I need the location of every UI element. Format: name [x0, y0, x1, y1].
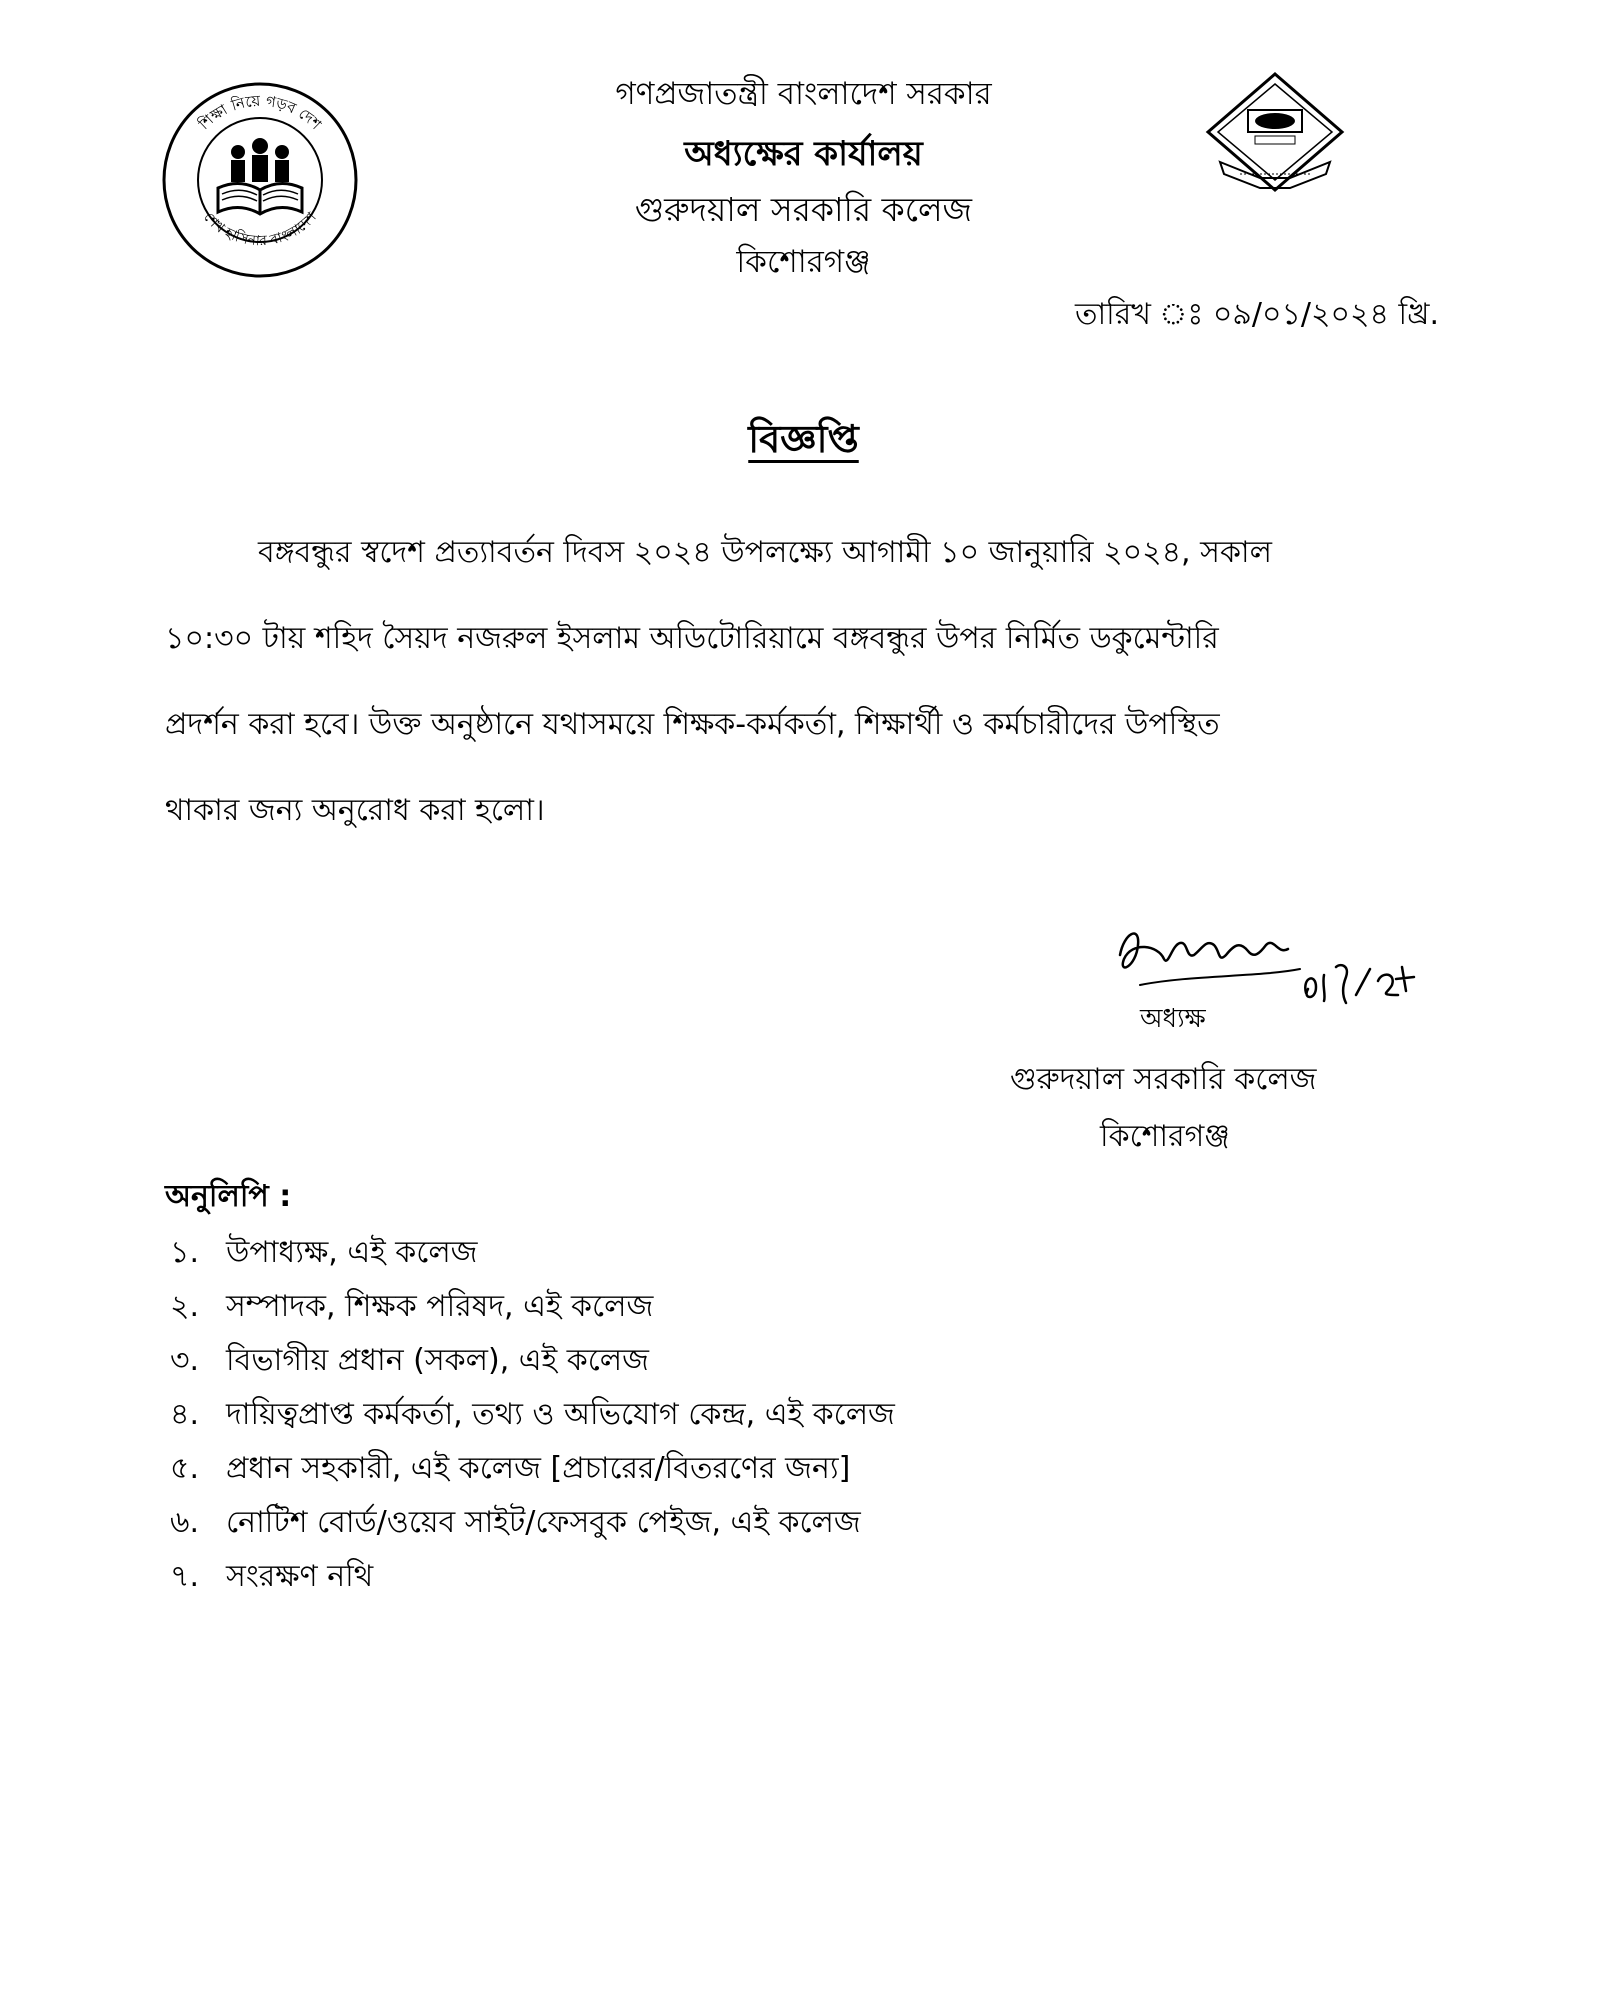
notice-date: তারিখ ঃ ০৯/০১/২০২৪ খ্রি. — [1074, 297, 1439, 332]
copies-item-text: প্রধান সহকারী, এই কলেজ [প্রচারের/বিতরণের জন্য] — [226, 1451, 851, 1486]
copies-item-text: উপাধ্যক্ষ, এই কলেজ — [226, 1235, 478, 1270]
copies-item-text: নোটিশ বোর্ড/ওয়েব সাইট/ফেসবুক পেইজ, এই কলেজ — [226, 1505, 861, 1540]
copies-item-text: বিভাগীয় প্রধান (সকল), এই কলেজ — [226, 1343, 649, 1378]
copies-item-number: ৫. — [170, 1451, 200, 1486]
copies-item-number: ৭. — [170, 1559, 200, 1594]
svg-text:শিক্ষা নিয়ে গড়ব দেশ: শিক্ষা নিয়ে গড়ব দেশ — [195, 91, 325, 134]
notice-title-text: বিজ্ঞপ্তি — [748, 417, 859, 461]
signatory-designation: অধ্যক্ষ — [1140, 1004, 1206, 1034]
copies-list-item — [170, 1336, 649, 1387]
signatory-college: গুরুদয়াল সরকারি কলেজ — [1010, 1062, 1317, 1097]
copies-item-number: ৩. — [170, 1343, 200, 1378]
notice-body-line: ১০:৩০ টায় শহিদ সৈয়দ নজরুল ইসলাম অডিটোরিয়ামে বঙ্গবন্ধুর উপর নির্মিত ডকুমেন্টারি — [165, 621, 1219, 656]
copies-item-number: ১. — [170, 1235, 200, 1270]
district-name: কিশোরগঞ্জ — [736, 244, 871, 280]
office-name: অধ্যক্ষের কার্যালয় — [684, 134, 923, 174]
copies-list-item — [170, 1444, 850, 1495]
copies-list-item — [170, 1228, 478, 1279]
copies-item-text: সংরক্ষণ নথি — [226, 1559, 374, 1594]
copies-item-number: ৬. — [170, 1505, 200, 1540]
notice-body-line: প্রদর্শন করা হবে। উক্ত অনুষ্ঠানে যথাসময়ে শিক্ষক-কর্মকর্তা, শিক্ষার্থী ও কর্মচারীদের উপস্থিত — [165, 707, 1220, 742]
copies-item-text: সম্পাদক, শিক্ষক পরিষদ, এই কলেজ — [226, 1289, 654, 1324]
copies-item-number: ৪. — [170, 1397, 200, 1432]
svg-text:শেখ হাসিনার বাংলাদেশ: শেখ হাসিনার বাংলাদেশ — [200, 209, 320, 250]
college-name: গুরুদয়াল সরকারি কলেজ — [634, 190, 973, 229]
copies-item-number: ২. — [170, 1289, 200, 1324]
notice-title — [0, 410, 1607, 474]
signatory-district: কিশোরগঞ্জ — [1100, 1119, 1230, 1154]
copies-list-item — [170, 1498, 861, 1549]
notice-body-line: বঙ্গবন্ধুর স্বদেশ প্রত্যাবর্তন দিবস ২০২৪ উপলক্ষ্যে আগামী ১০ জানুয়ারি ২০২৪, সকাল — [258, 535, 1272, 570]
government-name: গণপ্রজাতন্ত্রী বাংলাদেশ সরকার — [615, 76, 992, 112]
copies-heading: অনুলিপি : — [165, 1179, 292, 1214]
copies-list-item — [170, 1552, 373, 1603]
copies-list-item — [170, 1390, 895, 1441]
copies-list-item — [170, 1282, 653, 1333]
notice-body-line: থাকার জন্য অনুরোধ করা হলো। — [165, 793, 545, 828]
copies-item-text: দায়িত্বপ্রাপ্ত কর্মকর্তা, তথ্য ও অভিযোগ কেন্দ্র, এই কলেজ — [226, 1397, 895, 1432]
